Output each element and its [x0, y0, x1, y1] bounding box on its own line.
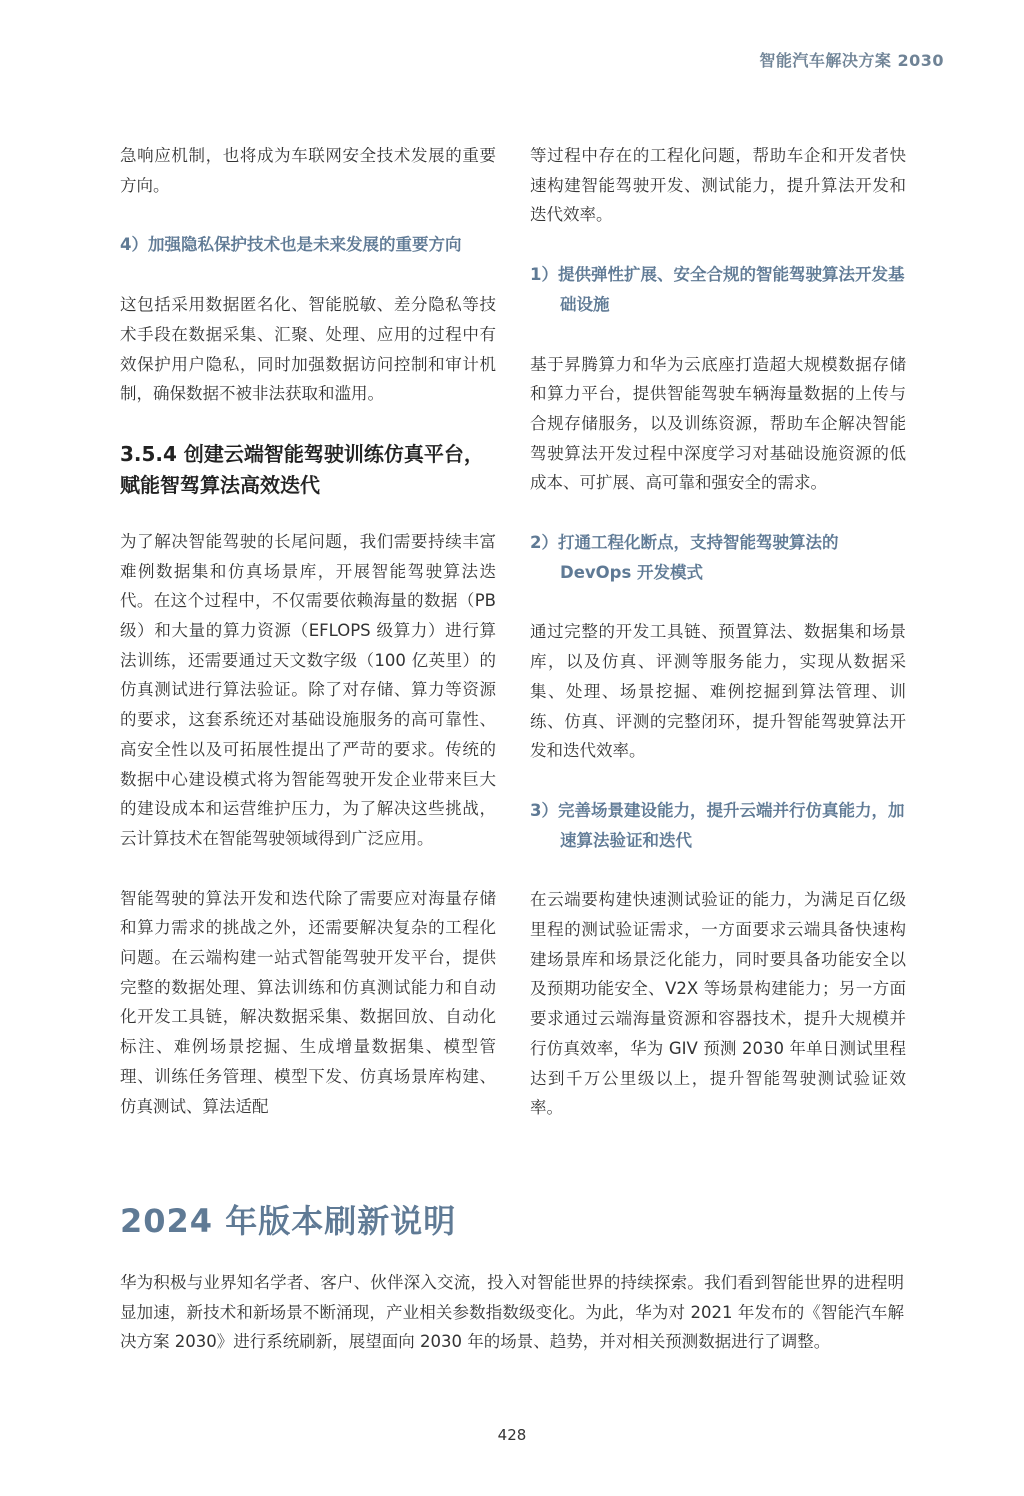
paragraph: 智能驾驶的算法开发和迭代除了需要应对海量存储和算力需求的挑战之外，还需要解决复杂的工程化问题。在云端构建一站式智能驾驶开发平台，提供完整的数据处理、算法训练和仿真测试能力和自动化开发工具链，解决数据采集、数据回放、自动化标注、难例场景挖掘、生成增量数据集、模型管理、训练任务管理、模型下发、仿真场景库构建、仿真测试、算法适配 — [120, 888, 496, 1116]
page-number: 428 — [497, 1426, 527, 1444]
subheading: 3）完善场景建设能力，提升云端并行仿真能力，加速算法验证和迭代 — [530, 800, 905, 850]
subheading: 1）提供弹性扩展、安全合规的智能驾驶算法开发基础设施 — [530, 265, 905, 314]
right-column — [530, 141, 906, 1123]
subheading: 4）加强隐私保护技术也是未来发展的重要方向 — [120, 235, 462, 255]
paragraph: 急响应机制，也将成为车联网安全技术发展的重要方向。 — [120, 146, 496, 195]
paragraph: 这包括采用数据匿名化、智能脱敏、差分隐私等技术手段在数据采集、汇聚、处理、应用的过程中有效保护用户隐私，同时加强数据访问控制和审计机制，确保数据不被非法获取和滥用。 — [120, 295, 496, 404]
subheading: 2）打通工程化断点，支持智能驾驶算法的 DevOps 开发模式 — [530, 533, 839, 582]
section-title: 3.5.4 创建云端智能驾驶训练仿真平台，赋能智驾算法高效迭代 — [120, 441, 484, 497]
paragraph: 等过程中存在的工程化问题，帮助车企和开发者快速构建智能驾驶开发、测试能力，提升算法开发和迭代效率。 — [530, 146, 906, 225]
paragraph: 在云端要构建快速测试验证的能力，为满足百亿级里程的测试验证需求，一方面要求云端具备快速构建场景库和场景泛化能力，同时要具备功能安全以及预期功能安全、V2X 等场景构建能力；另一方面要求通过云端海量资源和容器技术，提升大规模并行仿真效率，华为 GIV 预测 2030 年单日测试里程达到千万公里级以上，提升智能驾驶测试验证效率。 — [530, 890, 906, 1118]
refresh-paragraph: 华为积极与业界知名学者、客户、伙伴深入交流，投入对智能世界的持续探索。我们看到智能世界的进程明显加速，新技术和新场景不断涌现，产业相关参数指数级变化。为此，华为对 2021 年发布的《智能汽车解决方案 2030》进行系统刷新，展望面向 2030 年的场景、趋势，并对相关预测数据进行了调整。 — [120, 1273, 904, 1352]
paragraph: 通过完整的开发工具链、预置算法、数据集和场景库，以及仿真、评测等服务能力，实现从数据采集、处理、场景挖掘、难例挖掘到算法管理、训练、仿真、评测的完整闭环，提升智能驾驶算法开发和迭代效率。 — [530, 622, 906, 761]
running-header: 智能汽车解决方案 2030 — [759, 51, 944, 70]
refresh-title: 2024 年版本刷新说明 — [120, 1202, 457, 1240]
paragraph: 为了解决智能驾驶的长尾问题，我们需要持续丰富难例数据集和仿真场景库，开展智能驾驶算法迭代。在这个过程中，不仅需要依赖海量的数据（PB 级）和大量的算力资源（EFLOPS 级算力）进行算法训练，还需要通过天文数字级（100 亿英里）的仿真测试进行算法验证。除了对存储、算力等资源的要求，这套系统还对基础设施服务的高可靠性、高安全性以及可拓展性提出了严苛的要求。传统的数据中心建设模式将为智能驾驶开发企业带来巨大的建设成本和运营维护压力，为了解决这些挑战，云计算技术在智能驾驶领域得到广泛应用。 — [120, 531, 496, 848]
paragraph: 基于昇腾算力和华为云底座打造超大规模数据存储和算力平台，提供智能驾驶车辆海量数据的上传与合规存储服务，以及训练资源，帮助车企解决智能驾驶算法开发过程中深度学习对基础设施资源的低成本、可扩展、高可靠和强安全的需求。 — [530, 354, 906, 493]
left-column — [120, 141, 496, 1121]
